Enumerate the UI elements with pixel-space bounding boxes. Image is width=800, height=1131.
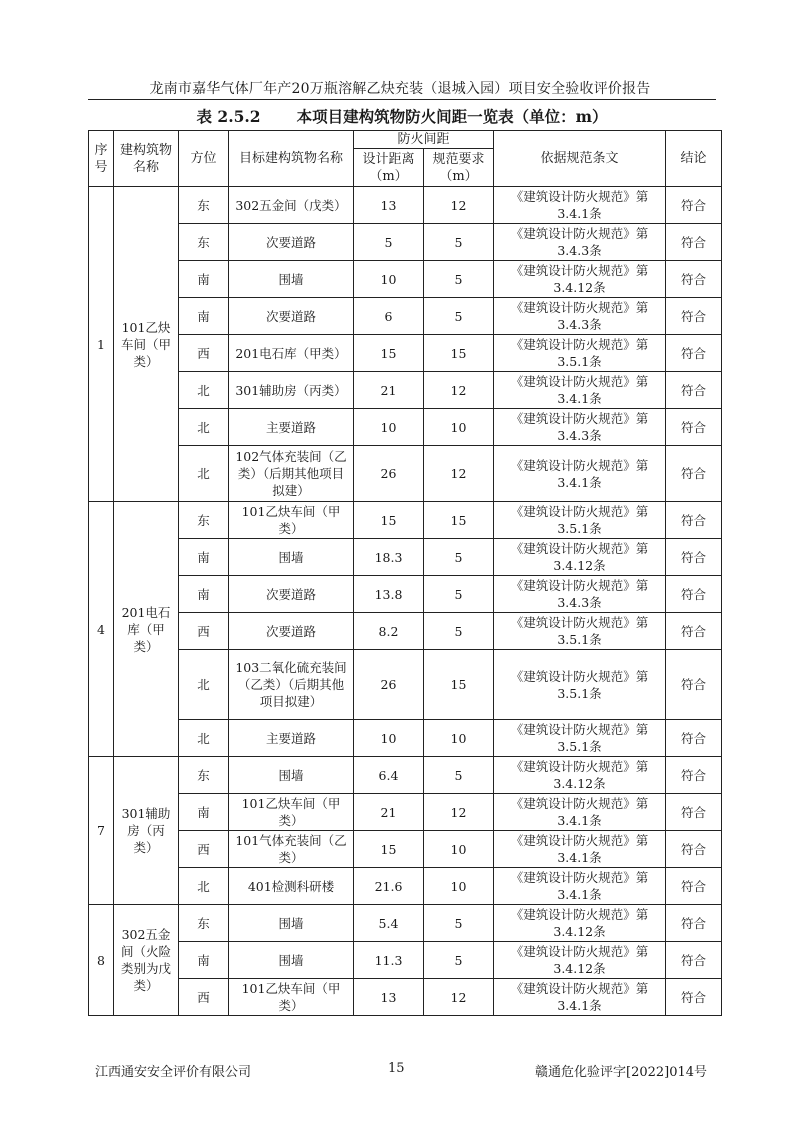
cell-design-distance: 8.2: [354, 613, 424, 650]
cell-required-distance: 12: [424, 794, 494, 831]
cell-required-distance: 5: [424, 539, 494, 576]
table-title: 本项目建构筑物防火间距一览表（单位：m）: [296, 107, 608, 126]
table-row: [89, 446, 722, 502]
cell-conclusion: 符合: [666, 261, 722, 298]
table-row: [89, 942, 722, 979]
cell-basis: 《建筑设计防火规范》第3.4.1条: [494, 372, 666, 409]
cell-design-distance: 10: [354, 261, 424, 298]
cell-design-distance: 21: [354, 372, 424, 409]
table-row: [89, 335, 722, 372]
cell-design-distance: 10: [354, 409, 424, 446]
cell-required-distance: 10: [424, 868, 494, 905]
cell-target: 次要道路: [229, 224, 354, 261]
cell-direction: 南: [179, 576, 229, 613]
cell-conclusion: 符合: [666, 372, 722, 409]
cell-conclusion: 符合: [666, 650, 722, 720]
cell-conclusion: 符合: [666, 298, 722, 335]
cell-basis: 《建筑设计防火规范》第3.5.1条: [494, 650, 666, 720]
cell-target: 围墙: [229, 261, 354, 298]
cell-conclusion: 符合: [666, 868, 722, 905]
cell-design-distance: 6.4: [354, 757, 424, 794]
cell-design-distance: 10: [354, 720, 424, 757]
table-number: 表 2.5.2: [196, 107, 261, 126]
cell-required-distance: 5: [424, 224, 494, 261]
cell-target: 101气体充装间（乙类）: [229, 831, 354, 868]
cell-conclusion: 符合: [666, 942, 722, 979]
cell-seq: 4: [89, 502, 114, 757]
cell-seq: 8: [89, 905, 114, 1016]
cell-direction: 北: [179, 650, 229, 720]
table-row: [89, 757, 722, 794]
header-seq: 序号: [89, 131, 114, 187]
cell-target: 主要道路: [229, 409, 354, 446]
table-row: [89, 868, 722, 905]
cell-design-distance: 11.3: [354, 942, 424, 979]
cell-conclusion: 符合: [666, 539, 722, 576]
fire-spacing-table: [88, 130, 722, 1016]
cell-target: 次要道路: [229, 576, 354, 613]
cell-required-distance: 15: [424, 502, 494, 539]
cell-building-name: 201电石库（甲类）: [114, 502, 179, 757]
cell-target: 围墙: [229, 539, 354, 576]
cell-basis: 《建筑设计防火规范》第3.5.1条: [494, 502, 666, 539]
cell-required-distance: 10: [424, 409, 494, 446]
table-row: [89, 502, 722, 539]
cell-direction: 南: [179, 261, 229, 298]
table-row: [89, 261, 722, 298]
cell-target: 301辅助房（丙类）: [229, 372, 354, 409]
table-body: [89, 187, 722, 1016]
cell-basis: 《建筑设计防火规范》第3.4.3条: [494, 409, 666, 446]
cell-target: 302五金间（戊类）: [229, 187, 354, 224]
cell-direction: 北: [179, 409, 229, 446]
cell-target: 次要道路: [229, 613, 354, 650]
cell-conclusion: 符合: [666, 831, 722, 868]
cell-target: 103二氧化硫充装间（乙类）（后期其他项目拟建）: [229, 650, 354, 720]
cell-conclusion: 符合: [666, 187, 722, 224]
cell-direction: 西: [179, 831, 229, 868]
cell-required-distance: 12: [424, 979, 494, 1016]
footer-doc-number: 赣通危化验评字[2022]014号: [535, 1065, 708, 1080]
cell-basis: 《建筑设计防火规范》第3.4.3条: [494, 224, 666, 261]
cell-conclusion: 符合: [666, 757, 722, 794]
cell-direction: 东: [179, 905, 229, 942]
cell-building-name: 301辅助房（丙类）: [114, 757, 179, 905]
cell-conclusion: 符合: [666, 502, 722, 539]
cell-target: 次要道路: [229, 298, 354, 335]
footer-page-number: 15: [388, 1061, 405, 1076]
table-row: [89, 372, 722, 409]
cell-conclusion: 符合: [666, 409, 722, 446]
cell-basis: 《建筑设计防火规范》第3.4.1条: [494, 794, 666, 831]
cell-basis: 《建筑设计防火规范》第3.4.1条: [494, 868, 666, 905]
cell-direction: 东: [179, 224, 229, 261]
report-header: 龙南市嘉华气体厂年产20万瓶溶解乙炔充装（退城入园）项目安全验收评价报告: [149, 81, 651, 97]
cell-direction: 东: [179, 187, 229, 224]
cell-design-distance: 18.3: [354, 539, 424, 576]
header-building: 建构筑物名称: [114, 131, 179, 187]
cell-conclusion: 符合: [666, 613, 722, 650]
cell-basis: 《建筑设计防火规范》第3.5.1条: [494, 335, 666, 372]
cell-direction: 北: [179, 372, 229, 409]
cell-target: 401检测科研楼: [229, 868, 354, 905]
cell-direction: 西: [179, 613, 229, 650]
cell-building-name: 302五金间（火险类别为戊类）: [114, 905, 179, 1016]
cell-design-distance: 6: [354, 298, 424, 335]
cell-basis: 《建筑设计防火规范》第3.4.12条: [494, 539, 666, 576]
cell-design-distance: 21: [354, 794, 424, 831]
cell-design-distance: 21.6: [354, 868, 424, 905]
cell-conclusion: 符合: [666, 905, 722, 942]
cell-direction: 西: [179, 979, 229, 1016]
header-conclusion: 结论: [666, 131, 722, 187]
table-row: [89, 576, 722, 613]
cell-basis: 《建筑设计防火规范》第3.4.12条: [494, 757, 666, 794]
cell-design-distance: 15: [354, 335, 424, 372]
footer-company: 江西通安安全评价有限公司: [95, 1065, 252, 1080]
cell-required-distance: 5: [424, 757, 494, 794]
cell-direction: 北: [179, 720, 229, 757]
cell-design-distance: 13.8: [354, 576, 424, 613]
cell-target: 围墙: [229, 757, 354, 794]
cell-direction: 南: [179, 794, 229, 831]
header-required-distance: 规范要求（m）: [424, 149, 494, 187]
cell-design-distance: 13: [354, 187, 424, 224]
cell-basis: 《建筑设计防火规范》第3.4.12条: [494, 261, 666, 298]
cell-design-distance: 5.4: [354, 905, 424, 942]
cell-conclusion: 符合: [666, 720, 722, 757]
cell-target: 围墙: [229, 905, 354, 942]
cell-direction: 南: [179, 942, 229, 979]
header-target: 目标建构筑物名称: [229, 131, 354, 187]
cell-design-distance: 26: [354, 650, 424, 720]
cell-target: 101乙炔车间（甲类）: [229, 794, 354, 831]
table-title-block: [88, 105, 716, 127]
cell-required-distance: 10: [424, 720, 494, 757]
table-row: [89, 831, 722, 868]
cell-direction: 西: [179, 335, 229, 372]
table-row: [89, 409, 722, 446]
cell-basis: 《建筑设计防火规范》第3.4.1条: [494, 831, 666, 868]
cell-target: 101乙炔车间（甲类）: [229, 502, 354, 539]
cell-required-distance: 5: [424, 613, 494, 650]
header-basis: 依据规范条文: [494, 131, 666, 187]
cell-basis: 《建筑设计防火规范》第3.4.1条: [494, 979, 666, 1016]
cell-basis: 《建筑设计防火规范》第3.4.12条: [494, 905, 666, 942]
cell-target: 102气体充装间（乙类）（后期其他项目拟建）: [229, 446, 354, 502]
cell-required-distance: 12: [424, 187, 494, 224]
header-direction: 方位: [179, 131, 229, 187]
header-divider: [88, 99, 716, 100]
cell-conclusion: 符合: [666, 794, 722, 831]
cell-required-distance: 5: [424, 942, 494, 979]
header-design-distance: 设计距离（m）: [354, 149, 424, 187]
table-row: [89, 794, 722, 831]
cell-basis: 《建筑设计防火规范》第3.4.3条: [494, 576, 666, 613]
table-row: [89, 224, 722, 261]
cell-design-distance: 13: [354, 979, 424, 1016]
cell-target: 201电石库（甲类）: [229, 335, 354, 372]
table-row: [89, 650, 722, 720]
table-row: [89, 613, 722, 650]
cell-target: 主要道路: [229, 720, 354, 757]
cell-basis: 《建筑设计防火规范》第3.4.1条: [494, 187, 666, 224]
table-row: [89, 720, 722, 757]
cell-conclusion: 符合: [666, 335, 722, 372]
cell-conclusion: 符合: [666, 446, 722, 502]
cell-direction: 东: [179, 757, 229, 794]
table-row: [89, 905, 722, 942]
cell-required-distance: 5: [424, 905, 494, 942]
cell-required-distance: 15: [424, 650, 494, 720]
cell-design-distance: 5: [354, 224, 424, 261]
cell-basis: 《建筑设计防火规范》第3.5.1条: [494, 613, 666, 650]
cell-direction: 北: [179, 446, 229, 502]
table-row: [89, 187, 722, 224]
cell-design-distance: 15: [354, 831, 424, 868]
cell-building-name: 101乙炔车间（甲类）: [114, 187, 179, 502]
cell-required-distance: 12: [424, 446, 494, 502]
cell-conclusion: 符合: [666, 979, 722, 1016]
cell-seq: 1: [89, 187, 114, 502]
cell-required-distance: 10: [424, 831, 494, 868]
cell-required-distance: 5: [424, 576, 494, 613]
cell-seq: 7: [89, 757, 114, 905]
cell-conclusion: 符合: [666, 224, 722, 261]
cell-required-distance: 12: [424, 372, 494, 409]
table-row: [89, 298, 722, 335]
cell-required-distance: 5: [424, 261, 494, 298]
table-row: [89, 539, 722, 576]
cell-design-distance: 26: [354, 446, 424, 502]
cell-basis: 《建筑设计防火规范》第3.4.1条: [494, 446, 666, 502]
cell-direction: 东: [179, 502, 229, 539]
cell-basis: 《建筑设计防火规范》第3.4.12条: [494, 942, 666, 979]
cell-target: 101乙炔车间（甲类）: [229, 979, 354, 1016]
cell-direction: 北: [179, 868, 229, 905]
cell-basis: 《建筑设计防火规范》第3.5.1条: [494, 720, 666, 757]
table-row: [89, 979, 722, 1016]
cell-required-distance: 15: [424, 335, 494, 372]
cell-design-distance: 15: [354, 502, 424, 539]
cell-direction: 南: [179, 298, 229, 335]
cell-required-distance: 5: [424, 298, 494, 335]
cell-direction: 南: [179, 539, 229, 576]
cell-conclusion: 符合: [666, 576, 722, 613]
cell-target: 围墙: [229, 942, 354, 979]
cell-basis: 《建筑设计防火规范》第3.4.3条: [494, 298, 666, 335]
header-fire-spacing: 防火间距: [354, 131, 494, 149]
